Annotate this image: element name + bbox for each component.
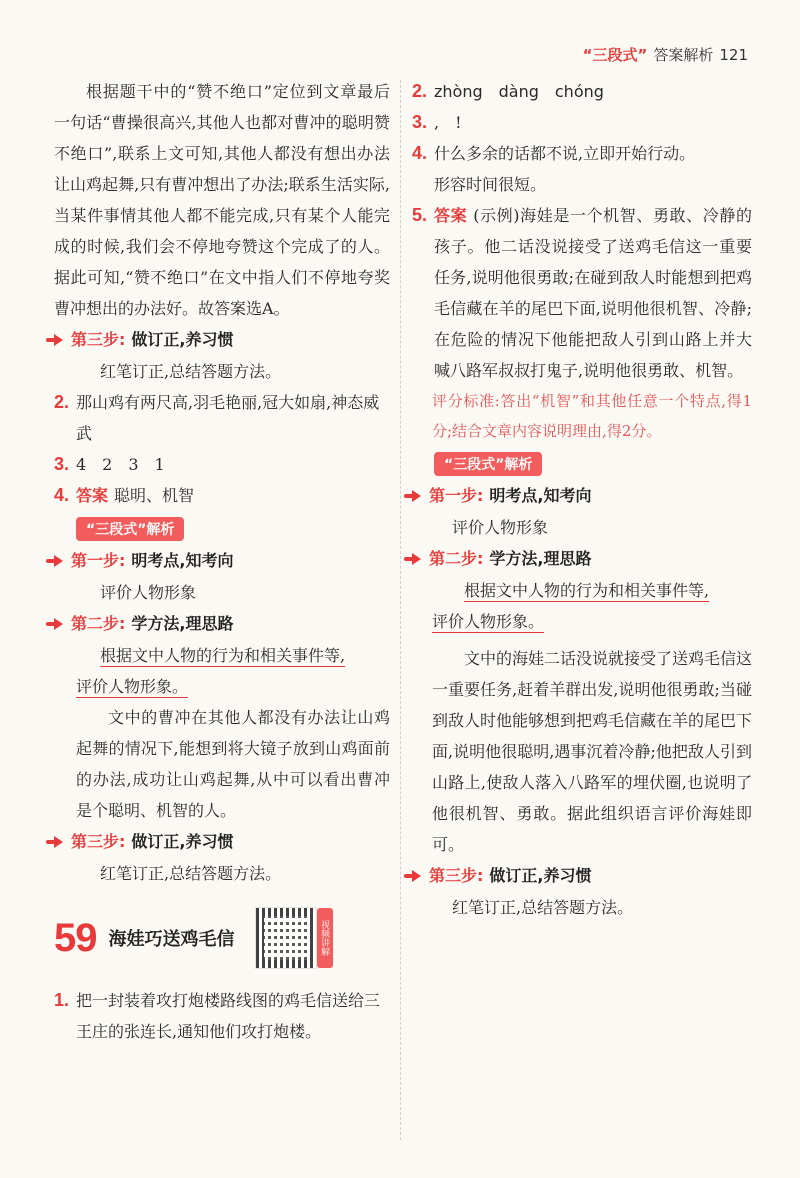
question-number: 2. xyxy=(412,81,428,101)
step-text: 学方法,理思路 xyxy=(489,549,592,568)
question-number: 5. xyxy=(412,205,428,225)
underlined-text: 评价人物形象。 xyxy=(432,612,545,631)
lesson-number: 59 xyxy=(54,915,97,960)
question-2 xyxy=(54,387,390,449)
question-3 xyxy=(54,449,390,480)
qr-code-icon[interactable] xyxy=(255,907,317,969)
answer-text: (示例)海娃是一个机智、勇敢、冷静的孩子。他二话没说接受了送鸡毛信这一重要任务,说明他很勇敢;在碰到敌人时能想到把鸡毛信藏在羊的尾巴下面,说明他很机智、冷静;在危险的情况下他能把敌人引到山路上并大喊八路军叔叔打鬼子,说明他很勇敢、机智。 xyxy=(434,206,752,380)
step-text: 明考点,知考向 xyxy=(489,486,592,505)
page-number: 121 xyxy=(719,45,748,64)
step-name: 第三步: xyxy=(429,866,484,885)
question-4 xyxy=(54,480,390,511)
arrow-icon xyxy=(54,555,63,567)
header-section: 答案解析 xyxy=(653,46,714,64)
step-two-body-2 xyxy=(412,606,752,637)
step-name: 第三步: xyxy=(71,832,126,851)
step-name: 第三步: xyxy=(71,330,126,349)
answer-label: 答案 xyxy=(434,206,468,225)
question-answer: 聪明、机智 xyxy=(114,486,195,505)
arrow-icon xyxy=(412,490,421,502)
step-text: 做订正,养习惯 xyxy=(489,866,592,885)
step-text: 明考点,知考向 xyxy=(131,551,234,570)
header-highlight: “三段式” xyxy=(582,46,648,64)
step-text: 做订正,养习惯 xyxy=(131,330,234,349)
step-three-heading xyxy=(54,324,390,356)
arrow-icon xyxy=(54,618,63,630)
step-three-body-2: 红笔订正,总结答题方法。 xyxy=(100,864,282,883)
analysis-badge: “三段式”解析 xyxy=(76,517,184,541)
arrow-icon xyxy=(54,836,63,848)
question-number: 1. xyxy=(54,990,70,1010)
step-three-heading-2 xyxy=(54,826,390,858)
underlined-text: 根据文中人物的行为和相关事件等, xyxy=(100,646,346,665)
analysis-badge: “三段式”解析 xyxy=(434,452,542,476)
left-column xyxy=(54,76,390,1047)
question-answer: 那山鸡有两尺高,羽毛艳丽,冠大如扇,神态威武 xyxy=(76,393,380,443)
answer-label: 答案 xyxy=(76,486,109,505)
question-answer xyxy=(434,200,752,386)
question-answer: , ! xyxy=(434,113,462,132)
question-number: 4. xyxy=(412,143,428,163)
intro-paragraph: 根据题干中的“赞不绝口”定位到文章最后一句话“曹操很高兴,其他人也都对曹冲的聪明赞不绝口”,联系上文可知,其他人都没有想出办法让山鸡起舞,只有曹冲想出了办法;联系生活实际,当某件事情其他人都不能完成,只有某个人能完成的时候,我们会不停地夸赞这个完成了的人。据此可知,“赞不绝口”在文中指人们不停地夸奖曹冲想出的办法好。故答案选A。 xyxy=(54,82,390,318)
step-two-body-2 xyxy=(54,671,390,702)
step-two-body-1 xyxy=(412,575,752,606)
question-5 xyxy=(412,200,752,386)
arrow-icon xyxy=(54,334,63,346)
page-header xyxy=(583,44,748,65)
analysis-paragraph: 文中的海娃二话没说就接受了送鸡毛信这一重要任务,赶着羊群出发,说明他很勇敢;当碰到敌人时他能够想到把鸡毛信藏在羊的尾巴下面,说明他很聪明,遇事沉着冷静;他把敌人引到山路上,使敌人落入八路军的埋伏圈,也说明了他很机智、勇敢。据此组织语言评价海娃即可。 xyxy=(432,649,753,854)
step-two-heading xyxy=(412,543,752,575)
question-4-sub: 形容时间很短。 xyxy=(434,175,547,194)
step-one-body: 评价人物形象 xyxy=(100,583,197,602)
step-text: 学方法,理思路 xyxy=(131,614,234,633)
column-divider xyxy=(400,80,401,1140)
arrow-icon xyxy=(412,553,421,565)
step-text: 做订正,养习惯 xyxy=(131,832,234,851)
question-number: 3. xyxy=(412,112,428,132)
step-three-body: 红笔订正,总结答题方法。 xyxy=(100,362,282,381)
right-column xyxy=(412,76,752,923)
step-two-heading xyxy=(54,608,390,640)
analysis-paragraph: 文中的曹冲在其他人都没有办法让山鸡起舞的情况下,能想到将大镜子放到山鸡面前的办法,成功让山鸡起舞,从中可以看出曹冲是个聪明、机智的人。 xyxy=(76,708,390,820)
question-number: 2. xyxy=(54,392,70,412)
step-name: 第一步: xyxy=(429,486,484,505)
lesson-header xyxy=(54,907,390,969)
step-name: 第二步: xyxy=(71,614,126,633)
question-2 xyxy=(412,76,752,107)
arrow-icon xyxy=(412,870,421,882)
question-4 xyxy=(412,138,752,169)
question-number: 3. xyxy=(54,454,70,474)
lesson-question-1 xyxy=(54,985,390,1047)
video-tag: 视频讲解 xyxy=(317,908,333,968)
step-three-heading xyxy=(412,860,752,892)
question-3 xyxy=(412,107,752,138)
question-answer: zhòng dàng chóng xyxy=(434,82,604,101)
underlined-text: 评价人物形象。 xyxy=(76,677,189,696)
step-three-body: 红笔订正,总结答题方法。 xyxy=(452,898,634,917)
question-answer: 4 2 3 1 xyxy=(76,455,165,474)
step-name: 第一步: xyxy=(71,551,126,570)
step-one-heading xyxy=(54,545,390,577)
step-one-body: 评价人物形象 xyxy=(452,518,549,537)
step-two-body-1 xyxy=(54,640,390,671)
question-answer: 什么多余的话都不说,立即开始行动。 xyxy=(434,144,696,163)
question-number: 4. xyxy=(54,485,70,505)
lesson-title: 海娃巧送鸡毛信 xyxy=(108,929,235,950)
step-name: 第二步: xyxy=(429,549,484,568)
grading-criteria: 评分标准:答出“机智”和其他任意一个特点,得1分;结合文章内容说明理由,得2分。 xyxy=(432,392,752,440)
question-answer: 把一封装着攻打炮楼路线图的鸡毛信送给三王庄的张连长,通知他们攻打炮楼。 xyxy=(76,991,381,1041)
underlined-text: 根据文中人物的行为和相关事件等, xyxy=(464,581,710,600)
step-one-heading xyxy=(412,480,752,512)
